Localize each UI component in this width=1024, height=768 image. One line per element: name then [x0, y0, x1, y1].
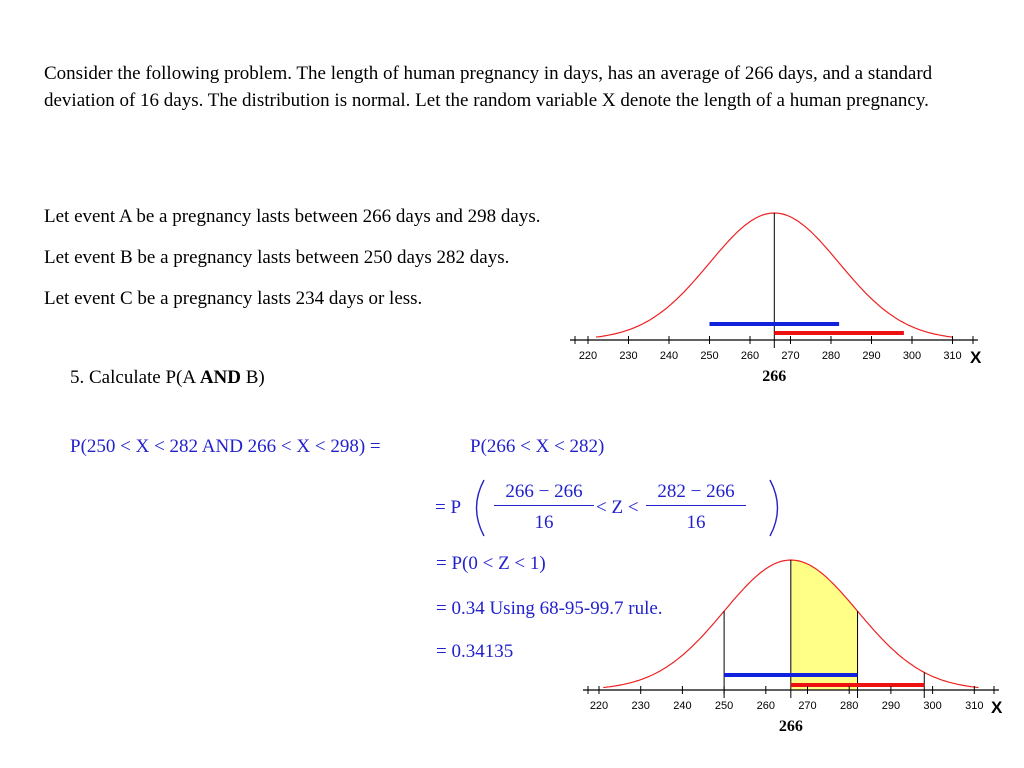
tick-label-280: 280: [840, 700, 859, 712]
tick-label-270: 270: [781, 350, 800, 362]
question-prefix: 5. Calculate P(A: [70, 367, 200, 388]
solution-line2-prefix: = P: [435, 497, 462, 518]
event-b-definition: Let event B be a pregnancy lasts between 250 days 282 days.: [44, 247, 510, 268]
x-axis-name: X: [991, 698, 1003, 717]
fraction-upper: [646, 481, 746, 534]
x-axis-name: X: [970, 348, 982, 367]
event-c-definition: Let event C be a pregnancy lasts 234 days or less.: [44, 288, 423, 309]
tick-label-220: 220: [589, 700, 609, 712]
solution-line1-right: P(266 < X < 282): [470, 436, 605, 457]
right-paren: [766, 478, 788, 538]
tick-label-230: 230: [619, 350, 638, 362]
tick-label-310: 310: [965, 700, 984, 712]
fraction-upper-denominator: 16: [686, 512, 706, 533]
fraction-lower-numerator: 266 − 266: [494, 481, 594, 506]
fraction-upper-numerator: 282 − 266: [646, 481, 746, 506]
fraction-lower-denominator: 16: [534, 512, 554, 533]
tick-label-240: 240: [659, 350, 679, 362]
bottom-normal-curve-chart: [575, 550, 1015, 750]
solution-line3: = P(0 < Z < 1): [436, 553, 546, 574]
solution-line1-left: P(250 < X < 282 AND 266 < X < 298) =: [70, 436, 381, 457]
tick-label-220: 220: [578, 350, 598, 362]
left-paren: [466, 478, 488, 538]
solution-line4: = 0.34 Using 68-95-99.7 rule.: [436, 598, 663, 619]
question-suffix: B): [240, 367, 265, 388]
tick-label-250: 250: [700, 350, 719, 362]
tick-label-270: 270: [798, 700, 817, 712]
tick-label-250: 250: [714, 700, 734, 712]
tick-label-260: 260: [740, 350, 760, 362]
tick-label-230: 230: [631, 700, 650, 712]
question-5: [70, 367, 265, 389]
top-normal-curve-chart: [560, 200, 1000, 390]
shaded-area: [791, 560, 858, 690]
problem-statement: Consider the following problem. The length of human pregnancy in days, has an average of 266 days, and a standard deviation of 16 days. The distribution is normal. Let the random variable X denote the length of a human pregnancy.: [44, 63, 933, 111]
mean-label: 266: [778, 718, 803, 735]
tick-label-240: 240: [673, 700, 692, 712]
tick-label-280: 280: [821, 350, 841, 362]
question-bold-and: AND: [199, 367, 241, 388]
mean-label: 266: [762, 368, 787, 385]
tick-label-260: 260: [756, 700, 775, 712]
event-a-definition: Let event A be a pregnancy lasts between 266 days and 298 days.: [44, 206, 541, 227]
tick-label-300: 300: [902, 350, 922, 362]
solution-line5: = 0.34135: [436, 641, 514, 662]
tick-label-300: 300: [923, 700, 942, 712]
z-inequality: < Z <: [596, 497, 639, 518]
fraction-lower: [494, 481, 594, 534]
tick-label-290: 290: [862, 350, 881, 362]
tick-label-310: 310: [943, 350, 962, 362]
tick-label-290: 290: [881, 700, 901, 712]
